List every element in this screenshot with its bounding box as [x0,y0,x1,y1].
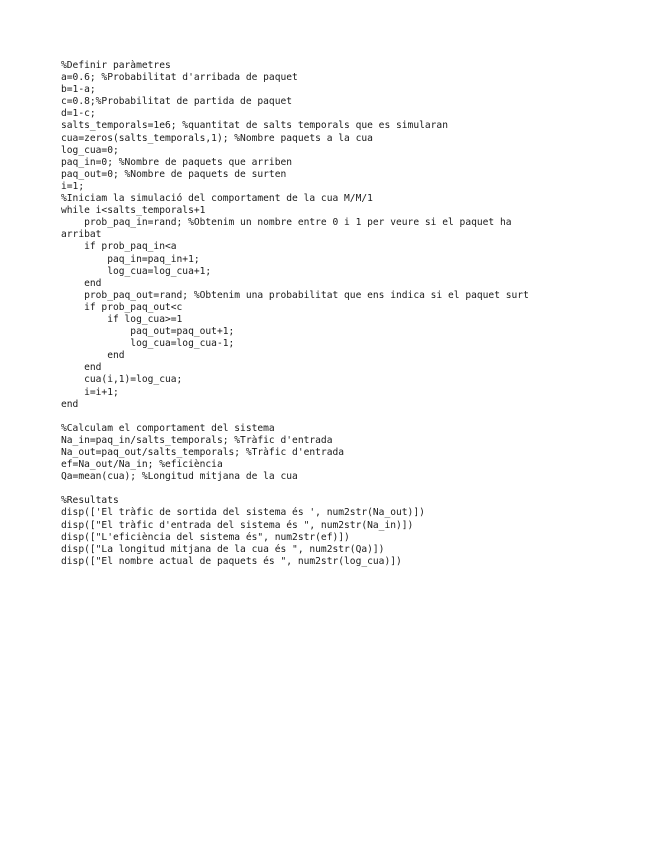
code-line: paq_out=paq_out+1; [61,326,235,338]
code-line: Qa=mean(cua); %Longitud mitjana de la cua [61,471,298,483]
code-line: i=1; [61,180,85,192]
code-line: if prob_paq_out<c [61,301,183,313]
code-line: d=1-c; [61,108,96,120]
code-line: disp(["L'eficiència del sistema és", num2str(ef)]) [61,531,350,543]
code-line: i=i+1; [61,386,119,398]
code-line: log_cua=log_cua-1; [61,338,235,350]
code-line: end [61,277,102,289]
code-line: ef=Na_out/Na_in; %eficiència [61,459,223,471]
code-line: cua(i,1)=log_cua; [61,374,183,386]
code-line: disp(["El nombre actual de paquets és ", num2str(log_cua)]) [61,555,402,567]
code-line: a=0.6; %Probabilitat d'arribada de paquet [61,72,298,84]
code-line: disp(["La longitud mitjana de la cua és ", num2str(Qa)]) [61,543,385,555]
code-line [61,483,641,495]
code-line: while i<salts_temporals+1 [61,205,206,217]
code-listing [61,60,641,568]
code-line: log_cua=0; [61,144,119,156]
code-line: disp(['El tràfic de sortida del sistema és ', num2str(Na_out)]) [61,507,425,519]
code-line: end [61,350,125,362]
code-line: %Calculam el comportament del sistema [61,422,275,434]
code-line: if prob_paq_in<a [61,241,177,253]
code-line: end [61,398,79,410]
code-line: c=0.8;%Probabilitat de partida de paquet [61,96,293,108]
code-line: end [61,362,102,374]
code-line: paq_out=0; %Nombre de paquets de surten [61,168,287,180]
code-line: %Resultats [61,495,119,507]
code-line: log_cua=log_cua+1; [61,265,212,277]
code-line: salts_temporals=1e6; %quantitat de salts temporals que es simularan [61,120,448,132]
code-line: if log_cua>=1 [61,313,183,325]
code-line: %Iniciam la simulació del comportament de la cua M/M/1 [61,193,373,205]
code-line: b=1-a; [61,84,96,96]
code-line: Na_out=paq_out/salts_temporals; %Tràfic d'entrada [61,447,345,458]
code-line: paq_in=0; %Nombre de paquets que arriben [61,156,293,168]
code-line: paq_in=paq_in+1; [61,253,200,265]
code-line: Na_in=paq_in/salts_temporals; %Tràfic d'entrada [61,434,333,446]
code-line: disp(["El tràfic d'entrada del sistema és ", num2str(Na_in)]) [61,519,414,531]
code-line: cua=zeros(salts_temporals,1); %Nombre paquets a la cua [61,132,373,144]
code-line [61,411,641,423]
code-line: prob_paq_in=rand; %Obtenim un nombre entre 0 i 1 per veure si el paquet ha [61,217,512,229]
code-line: prob_paq_out=rand; %Obtenim una probabilitat que ens indica si el paquet surt [61,289,529,301]
code-line: %Definir paràmetres [61,60,171,71]
code-line: arribat [61,229,102,241]
